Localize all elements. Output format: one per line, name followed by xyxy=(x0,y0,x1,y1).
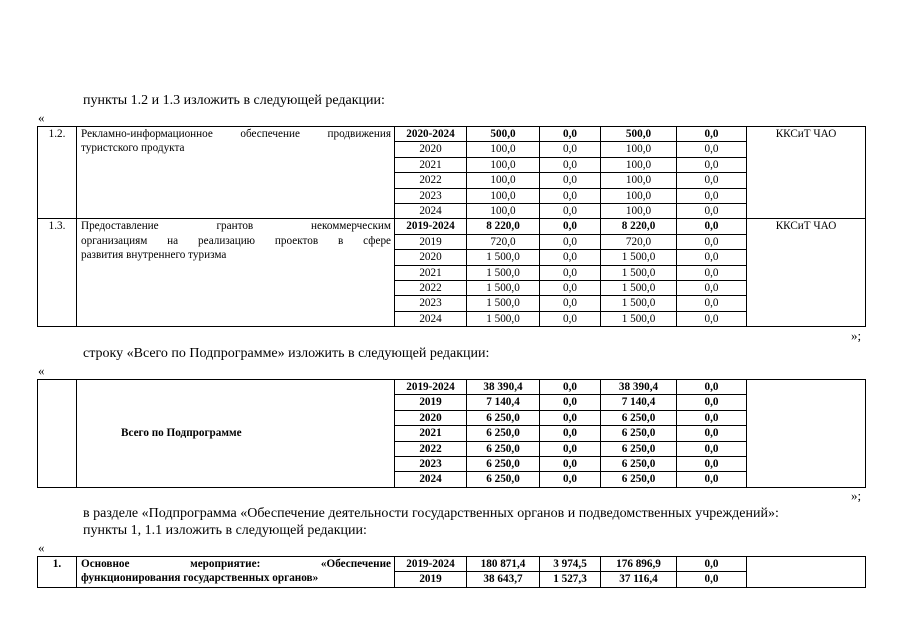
table-row xyxy=(38,380,866,395)
year-cell: 2021 xyxy=(395,265,467,280)
fund-cell-2: 500,0 xyxy=(601,127,677,142)
fund-cell-1: 0,0 xyxy=(540,281,601,296)
fund-cell-1: 0,0 xyxy=(540,173,601,188)
fund-cell-2: 6 250,0 xyxy=(601,410,677,425)
year-cell: 2023 xyxy=(395,457,467,472)
total-cell: 720,0 xyxy=(467,234,540,249)
fund-cell-2: 37 116,4 xyxy=(601,572,677,587)
item-name-line: развития внутреннего туризма xyxy=(81,249,227,262)
total-cell: 1 500,0 xyxy=(467,265,540,280)
fund-cell-3: 0,0 xyxy=(677,142,747,157)
item-name-line: Предоставление грантов некоммерческим xyxy=(81,220,391,233)
item-number: 1.2. xyxy=(38,127,77,219)
fund-cell-3: 0,0 xyxy=(677,441,747,456)
fund-cell-1: 0,0 xyxy=(540,204,601,219)
fund-cell-1: 3 974,5 xyxy=(540,557,601,572)
fund-cell-3: 0,0 xyxy=(677,281,747,296)
total-cell: 6 250,0 xyxy=(467,426,540,441)
year-cell: 2019 xyxy=(395,234,467,249)
year-cell: 2021 xyxy=(395,426,467,441)
fund-cell-3: 0,0 xyxy=(677,380,747,395)
total-cell: 1 500,0 xyxy=(467,311,540,326)
fund-cell-3: 0,0 xyxy=(677,572,747,587)
fund-cell-2: 7 140,4 xyxy=(601,395,677,410)
year-cell: 2019-2024 xyxy=(395,380,467,395)
total-cell: 100,0 xyxy=(467,173,540,188)
fund-cell-3: 0,0 xyxy=(677,296,747,311)
fund-cell-1: 0,0 xyxy=(540,441,601,456)
fund-cell-3: 0,0 xyxy=(677,127,747,142)
year-cell: 2024 xyxy=(395,204,467,219)
year-cell: 2024 xyxy=(395,472,467,487)
executor-cell: ККСиТ ЧАО xyxy=(747,219,866,327)
open-quote-2: « xyxy=(38,363,45,378)
fund-cell-2: 720,0 xyxy=(601,234,677,249)
fund-cell-3: 0,0 xyxy=(677,234,747,249)
fund-cell-1: 0,0 xyxy=(540,426,601,441)
fund-cell-1: 0,0 xyxy=(540,472,601,487)
year-cell: 2022 xyxy=(395,281,467,296)
total-cell: 1 500,0 xyxy=(467,250,540,265)
total-cell: 180 871,4 xyxy=(467,557,540,572)
fund-cell-2: 6 250,0 xyxy=(601,457,677,472)
subprogram-total-label: Всего по Подпрограмме xyxy=(77,380,395,488)
empty-number-cell xyxy=(38,380,77,488)
executor-cell: ККСиТ ЧАО xyxy=(747,127,866,219)
fund-cell-2: 100,0 xyxy=(601,173,677,188)
item-name-line: Рекламно-информационное обеспечение продвижения xyxy=(81,128,391,140)
close-quote-1: »; xyxy=(851,328,862,343)
total-cell: 100,0 xyxy=(467,157,540,172)
total-cell: 500,0 xyxy=(467,127,540,142)
fund-cell-2: 100,0 xyxy=(601,142,677,157)
fund-cell-3: 0,0 xyxy=(677,395,747,410)
fund-cell-2: 100,0 xyxy=(601,157,677,172)
measures-table-1 xyxy=(37,126,866,327)
fund-cell-3: 0,0 xyxy=(677,157,747,172)
total-cell: 100,0 xyxy=(467,142,540,157)
fund-cell-3: 0,0 xyxy=(677,265,747,280)
item-name xyxy=(77,127,395,219)
total-cell: 6 250,0 xyxy=(467,410,540,425)
empty-executor-cell xyxy=(747,557,866,588)
year-cell: 2024 xyxy=(395,311,467,326)
total-cell: 6 250,0 xyxy=(467,457,540,472)
fund-cell-1: 0,0 xyxy=(540,410,601,425)
fund-cell-1: 0,0 xyxy=(540,296,601,311)
fund-cell-2: 1 500,0 xyxy=(601,281,677,296)
fund-cell-1: 0,0 xyxy=(540,157,601,172)
fund-cell-1: 0,0 xyxy=(540,127,601,142)
fund-cell-2: 1 500,0 xyxy=(601,296,677,311)
table-row xyxy=(38,127,866,142)
fund-cell-3: 0,0 xyxy=(677,311,747,326)
fund-cell-3: 0,0 xyxy=(677,457,747,472)
open-quote-3: « xyxy=(38,540,45,555)
fund-cell-1: 0,0 xyxy=(540,234,601,249)
year-cell: 2022 xyxy=(395,173,467,188)
item-number: 1. xyxy=(38,557,77,588)
year-cell: 2020 xyxy=(395,250,467,265)
item-name-line: организациям на реализацию проектов в сфере xyxy=(81,234,391,247)
year-cell: 2021 xyxy=(395,157,467,172)
year-cell: 2023 xyxy=(395,188,467,203)
fund-cell-1: 0,0 xyxy=(540,395,601,410)
total-cell: 7 140,4 xyxy=(467,395,540,410)
fund-cell-2: 1 500,0 xyxy=(601,250,677,265)
total-cell: 6 250,0 xyxy=(467,472,540,487)
fund-cell-3: 0,0 xyxy=(677,188,747,203)
fund-cell-3: 0,0 xyxy=(677,472,747,487)
fund-cell-3: 0,0 xyxy=(677,250,747,265)
open-quote-1: « xyxy=(38,110,45,125)
total-cell: 1 500,0 xyxy=(467,281,540,296)
item-name-line: функционирования государственных органов» xyxy=(81,572,319,585)
section1-intro: пункты 1.2 и 1.3 изложить в следующей редакции: xyxy=(83,93,385,108)
fund-cell-1: 0,0 xyxy=(540,250,601,265)
year-cell: 2023 xyxy=(395,296,467,311)
section3-intro-line1: в разделе «Подпрограмма «Обеспечение деятельности государственных органов и подведомственных учреждений»: xyxy=(83,506,779,521)
fund-cell-1: 0,0 xyxy=(540,311,601,326)
fund-cell-2: 6 250,0 xyxy=(601,441,677,456)
fund-cell-1: 0,0 xyxy=(540,265,601,280)
fund-cell-2: 100,0 xyxy=(601,188,677,203)
fund-cell-2: 38 390,4 xyxy=(601,380,677,395)
section2-intro: строку «Всего по Подпрограмме» изложить в следующей редакции: xyxy=(83,346,490,361)
subprogram-total-table xyxy=(37,379,866,488)
close-quote-2: »; xyxy=(851,488,862,503)
fund-cell-3: 0,0 xyxy=(677,426,747,441)
total-cell: 38 643,7 xyxy=(467,572,540,587)
total-cell: 100,0 xyxy=(467,204,540,219)
year-cell: 2020 xyxy=(395,410,467,425)
year-cell: 2019 xyxy=(395,395,467,410)
fund-cell-2: 8 220,0 xyxy=(601,219,677,234)
fund-cell-2: 1 500,0 xyxy=(601,265,677,280)
fund-cell-1: 0,0 xyxy=(540,457,601,472)
fund-cell-3: 0,0 xyxy=(677,204,747,219)
item-number: 1.3. xyxy=(38,219,77,327)
section3-intro-line2: пункты 1, 1.1 изложить в следующей редакции: xyxy=(83,523,367,538)
year-cell: 2020-2024 xyxy=(395,127,467,142)
fund-cell-1: 0,0 xyxy=(540,188,601,203)
total-cell: 38 390,4 xyxy=(467,380,540,395)
measures-table-3 xyxy=(37,556,866,588)
year-cell: 2019-2024 xyxy=(395,557,467,572)
fund-cell-3: 0,0 xyxy=(677,410,747,425)
year-cell: 2019-2024 xyxy=(395,219,467,234)
total-cell: 8 220,0 xyxy=(467,219,540,234)
item-name-line: туристского продукта xyxy=(81,142,185,155)
fund-cell-1: 0,0 xyxy=(540,380,601,395)
fund-cell-2: 100,0 xyxy=(601,204,677,219)
year-cell: 2019 xyxy=(395,572,467,587)
fund-cell-2: 6 250,0 xyxy=(601,426,677,441)
fund-cell-3: 0,0 xyxy=(677,219,747,234)
fund-cell-1: 0,0 xyxy=(540,219,601,234)
fund-cell-3: 0,0 xyxy=(677,173,747,188)
total-cell: 6 250,0 xyxy=(467,441,540,456)
fund-cell-2: 6 250,0 xyxy=(601,472,677,487)
fund-cell-1: 1 527,3 xyxy=(540,572,601,587)
fund-cell-2: 1 500,0 xyxy=(601,311,677,326)
item-name xyxy=(77,219,395,327)
fund-cell-3: 0,0 xyxy=(677,557,747,572)
year-cell: 2022 xyxy=(395,441,467,456)
total-cell: 1 500,0 xyxy=(467,296,540,311)
fund-cell-2: 176 896,9 xyxy=(601,557,677,572)
total-cell: 100,0 xyxy=(467,188,540,203)
item-name xyxy=(77,557,395,588)
table-row xyxy=(38,219,866,234)
year-cell: 2020 xyxy=(395,142,467,157)
item-name-line: Основное мероприятие: «Обеспечение xyxy=(81,558,391,570)
fund-cell-1: 0,0 xyxy=(540,142,601,157)
table-row xyxy=(38,557,866,572)
empty-executor-cell xyxy=(747,380,866,488)
